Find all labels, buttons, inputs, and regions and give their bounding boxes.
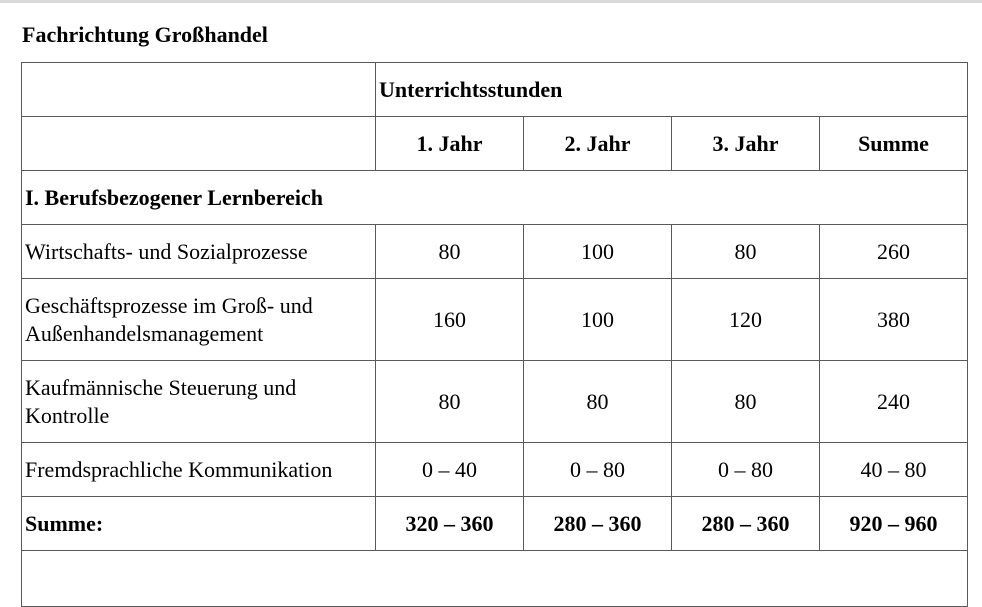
header-group-row (22, 63, 968, 117)
empty-corner-cell (22, 117, 376, 171)
section-label: I. Berufsbezogener Lernbereich (22, 171, 968, 225)
cell-value: 0 – 40 (376, 443, 524, 497)
section-row (22, 171, 968, 225)
total-value: 320 – 360 (376, 497, 524, 551)
column-header-year-3: 3. Jahr (672, 117, 820, 171)
cell-value: 80 (672, 361, 820, 443)
cell-value: 40 – 80 (820, 443, 968, 497)
total-label: Summe: (22, 497, 376, 551)
cell-value: 0 – 80 (524, 443, 672, 497)
table-row (22, 225, 968, 279)
cell-value: 240 (820, 361, 968, 443)
cell-value: 80 (524, 361, 672, 443)
cell-value: 80 (376, 225, 524, 279)
cell-value: 160 (376, 279, 524, 361)
cell-value: 380 (820, 279, 968, 361)
cell-value: 120 (672, 279, 820, 361)
top-border (0, 0, 982, 3)
table-row (22, 361, 968, 443)
table-row (22, 279, 968, 361)
cell-value: 260 (820, 225, 968, 279)
empty-corner-cell (22, 63, 376, 117)
total-value: 280 – 360 (524, 497, 672, 551)
total-value: 920 – 960 (820, 497, 968, 551)
header-columns-row (22, 117, 968, 171)
row-label: Fremdsprachliche Kommunikation (22, 443, 376, 497)
hours-table (21, 62, 968, 607)
cell-value: 100 (524, 225, 672, 279)
total-value: 280 – 360 (672, 497, 820, 551)
page-title: Fachrichtung Großhandel (22, 22, 268, 47)
header-group-label: Unterrichtsstunden (376, 63, 968, 117)
row-label: Geschäftsprozesse im Groß- und Außenhandelsmanagement (22, 279, 376, 361)
empty-cell (22, 551, 968, 607)
cell-value: 80 (672, 225, 820, 279)
column-header-year-1: 1. Jahr (376, 117, 524, 171)
row-label: Kaufmännische Steuerung und Kontrolle (22, 361, 376, 443)
cell-value: 80 (376, 361, 524, 443)
column-header-sum: Summe (820, 117, 968, 171)
row-label: Wirtschafts- und Sozialprozesse (22, 225, 376, 279)
column-header-year-2: 2. Jahr (524, 117, 672, 171)
total-row (22, 497, 968, 551)
empty-row (22, 551, 968, 607)
cell-value: 100 (524, 279, 672, 361)
cell-value: 0 – 80 (672, 443, 820, 497)
table-row (22, 443, 968, 497)
